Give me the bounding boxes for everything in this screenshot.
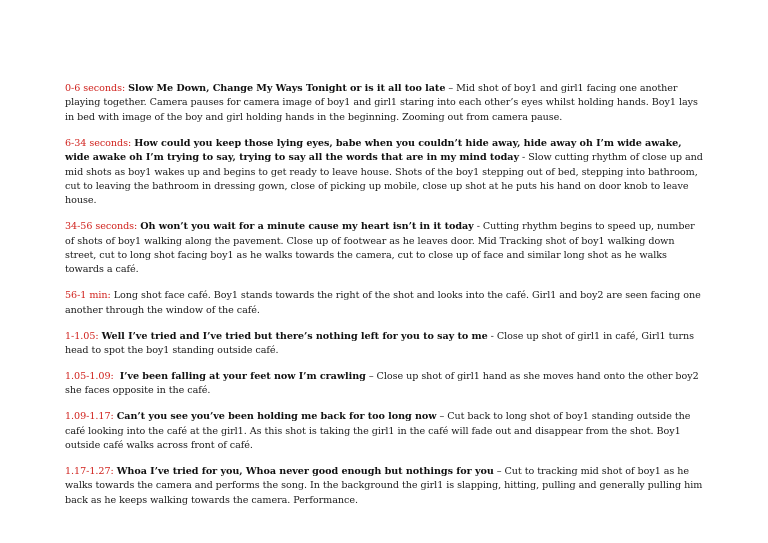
shot-description: - Cutting rhythm begins to speed up, number of shots of boy1 walking along the pavement. Close up of footwear as he leaves door. Mid Tracking shot of boy1 walking down street, cut to long shot facing boy1 as he walks towards the camera, cut to close up of face and similar long shot as he walks towards a café. <box>65 221 695 276</box>
timestamp: 0-6 seconds: <box>65 83 126 94</box>
paragraph-34-56 <box>65 220 706 278</box>
timestamp: 1.17-1.27: <box>65 466 114 478</box>
paragraph-6-34 <box>65 137 706 209</box>
paragraph-1.17-1.27 <box>65 465 706 508</box>
timestamp: 34-56 seconds: <box>65 221 138 233</box>
paragraph-1.05-1.09 <box>65 370 706 399</box>
lyric-text: How could you keep those lying eyes, babe when you couldn’t hide away, hide away oh I’m wide awake, wide awake oh I’m trying to say, trying to say all the words that are in my mind today <box>65 137 682 164</box>
lyric-text: Whoa I’ve tried for you, Whoa never good enough but nothings for you <box>116 466 494 478</box>
shot-description: – Close up shot of girl1 hand as she moves hand onto the other boy2 she faces opposite in the café. <box>65 371 699 397</box>
paragraph-0-6 <box>65 82 706 125</box>
shot-description: - Close up shot of girl1 in café, Girl1 turns head to spot the boy1 standing outside café. <box>65 330 695 357</box>
shot-description: – Cut back to long shot of boy1 standing outside the café looking into the café at the girl1. As this shot is taking the girl1 in the café will fade out and disappear from the shot. Boy1 outside café walks across front of café. <box>65 411 691 452</box>
timestamp: 1.09-1.17: <box>65 411 114 423</box>
lyric-text: I’ve been falling at your feet now I’m crawling <box>119 371 366 382</box>
shot-description: Long shot face café. Boy1 stands towards the right of the shot and looks into the café. Girl1 and boy2 are seen facing one another through the window of the café. <box>65 290 701 316</box>
paragraph-56-1min <box>65 289 706 318</box>
timestamp: 6-34 seconds: <box>65 137 132 149</box>
lyric-text: Well I’ve tried and I’ve tried but there’s nothing left for you to say to me <box>101 330 488 342</box>
timestamp: 56-1 min: <box>65 290 111 302</box>
paragraph-1.09-1.17 <box>65 410 706 453</box>
lyric-text: Slow Me Down, Change My Ways Tonight or is it all too late <box>128 83 446 94</box>
timestamp: 1.05-1.09: <box>65 371 114 382</box>
shot-description: – Cut to tracking mid shot of boy1 as he walks towards the camera and performs the song. In the background the girl1 is slapping, hitting, pulling and generally pulling him back as he keeps walking towards the camera. Performance. <box>65 466 703 506</box>
lyric-text: Can’t you see you’ve been holding me back for too long now <box>116 411 437 423</box>
shot-description: - Slow cutting rhythm of close up and mid shots as boy1 wakes up and begins to get ready to leave house. Shots of the boy1 stepping out of bed, stepping into bathroom, cut to leaving the bathroom in dressing gown, close of picking up mobile, close up shot at he puts his hand on door knob to leave house. <box>65 152 703 207</box>
timestamp: 1-1.05: <box>65 330 99 342</box>
shot-description: – Mid shot of boy1 and girl1 facing one another playing together. Camera pauses for camera image of boy1 and girl1 staring into each other’s eyes whilst holding hands. Boy1 lays in bed with image of the boy and girl holding hands in the beginning. Zooming out from camera pause. <box>65 83 698 123</box>
lyric-text: Oh won’t you wait for a minute cause my heart isn’t in it today <box>140 221 474 233</box>
paragraph-1-1.05 <box>65 330 706 359</box>
